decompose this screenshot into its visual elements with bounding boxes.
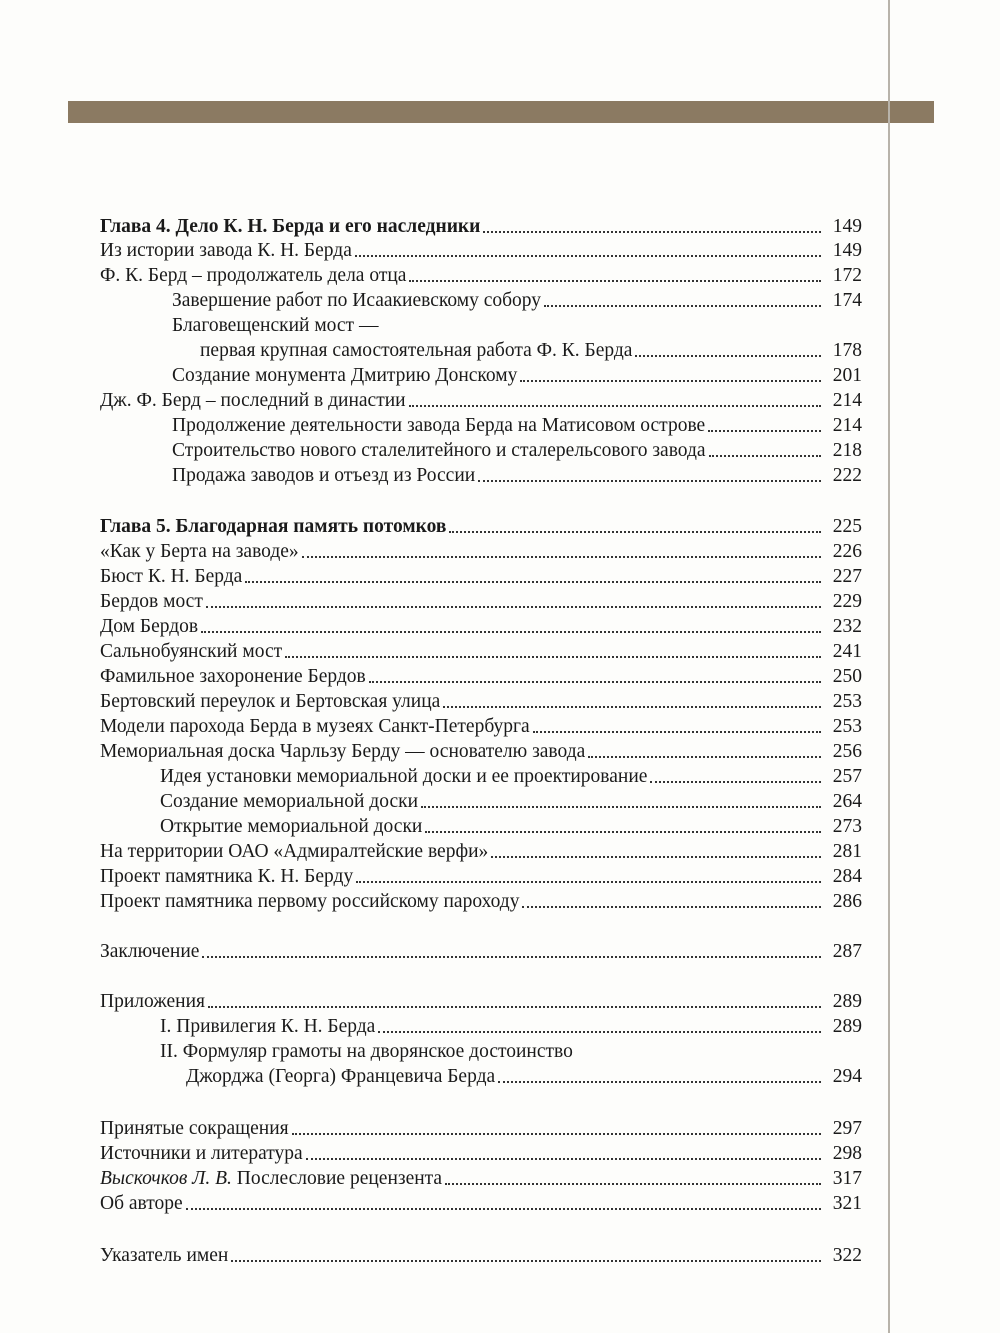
toc-title: Глава 5. Благодарная память потомков — [100, 516, 447, 537]
toc-page: 225 — [832, 516, 862, 537]
toc-page: 201 — [832, 365, 862, 386]
toc-page: 226 — [832, 541, 862, 562]
toc-page: 218 — [832, 440, 862, 461]
toc-title: Указатель имен — [100, 1245, 229, 1266]
toc-leader — [245, 581, 821, 583]
toc-page: 174 — [832, 290, 862, 311]
toc-leader — [356, 881, 821, 883]
toc-title: Ф. К. Берд – продолжатель дела отца — [100, 265, 407, 286]
toc-page: 286 — [832, 891, 862, 912]
toc-page: 253 — [832, 716, 862, 737]
toc-title: первая крупная самостоятельная работа Ф. К. Берда — [200, 340, 633, 361]
toc-entry[interactable] — [100, 1189, 862, 1215]
toc-leader — [302, 556, 821, 558]
toc-page: 178 — [832, 340, 862, 361]
toc-leader — [588, 756, 821, 758]
toc-title: Приложения — [100, 991, 205, 1012]
toc-page: 287 — [832, 941, 862, 962]
toc-page: 264 — [832, 791, 862, 812]
toc-title: Благовещенский мост — — [172, 315, 379, 336]
toc-leader — [306, 1158, 821, 1160]
toc-title: Бертовский переулок и Бертовская улица — [100, 691, 441, 712]
toc-title: Открытие мемориальной доски — [160, 816, 423, 837]
toc-entry[interactable] — [100, 236, 862, 262]
toc-page: 227 — [832, 566, 862, 587]
toc-entry[interactable] — [100, 712, 862, 738]
toc-entry[interactable] — [160, 1012, 862, 1038]
toc-page: 214 — [832, 390, 862, 411]
toc-leader — [409, 280, 821, 282]
toc-title: На территории ОАО «Адмиралтейские верфи» — [100, 841, 489, 862]
toc-entry[interactable] — [100, 637, 862, 663]
toc-page: 273 — [832, 816, 862, 837]
toc-entry[interactable] — [100, 837, 862, 863]
toc-page: 284 — [832, 866, 862, 887]
toc-leader — [231, 1260, 821, 1262]
toc-page: 214 — [832, 415, 862, 436]
toc-page: 317 — [832, 1168, 862, 1189]
toc-entry[interactable] — [160, 787, 862, 813]
toc-page: 289 — [832, 1016, 862, 1037]
toc-title: Создание монумента Дмитрию Донскому — [172, 365, 518, 386]
toc-title: Фамильное захоронение Бердов — [100, 666, 366, 687]
toc-title: Источники и литература — [100, 1143, 303, 1164]
toc-leader — [285, 656, 821, 658]
toc-page: 322 — [832, 1245, 862, 1266]
toc-leader — [708, 430, 821, 432]
toc-page: 297 — [832, 1118, 862, 1139]
toc-entry[interactable] — [172, 311, 862, 337]
toc-entry[interactable] — [186, 1062, 862, 1088]
toc-title: Джорджа (Георга) Францевича Берда — [186, 1066, 496, 1087]
toc-entry[interactable] — [172, 411, 862, 437]
toc-leader — [369, 681, 821, 683]
toc-entry[interactable] — [200, 336, 862, 362]
toc-entry[interactable] — [100, 562, 862, 588]
toc-title — [100, 1168, 442, 1190]
toc-entry[interactable] — [160, 762, 862, 788]
toc-entry[interactable] — [100, 987, 862, 1013]
toc-leader — [409, 405, 821, 407]
toc-page: 149 — [832, 216, 862, 237]
header-rule-bar — [68, 101, 934, 123]
toc-page: 298 — [832, 1143, 862, 1164]
toc-title: Проект памятника первому российскому пароходу — [100, 891, 520, 912]
toc-entry[interactable] — [100, 1164, 862, 1190]
toc-title: «Как у Берта на заводе» — [100, 541, 299, 562]
toc-page: 253 — [832, 691, 862, 712]
toc-entry[interactable] — [100, 587, 862, 613]
toc-leader — [202, 956, 821, 958]
toc-leader — [522, 906, 821, 908]
toc-leader — [421, 806, 821, 808]
toc-entry[interactable] — [100, 512, 862, 538]
toc-page: 250 — [832, 666, 862, 687]
toc-title: Бюст К. Н. Берда — [100, 566, 243, 587]
toc-leader — [483, 231, 821, 233]
toc-leader — [186, 1208, 821, 1210]
toc-leader — [635, 355, 821, 357]
toc-leader — [533, 731, 821, 733]
toc-leader — [544, 305, 821, 307]
toc-title: Дом Бердов — [100, 616, 199, 637]
toc-entry[interactable] — [172, 436, 862, 462]
toc-title: Продолжение деятельности завода Берда на Матисовом острове — [172, 415, 706, 436]
toc-entry[interactable] — [100, 662, 862, 688]
toc-leader — [478, 480, 821, 482]
toc-title: Об авторе — [100, 1193, 183, 1214]
toc-entry[interactable] — [100, 1139, 862, 1165]
toc-title: II. Формуляр грамоты на дворянское достоинство — [160, 1041, 573, 1062]
toc-page: 294 — [832, 1066, 862, 1087]
toc-page: 222 — [832, 465, 862, 486]
toc-page: 257 — [832, 766, 862, 787]
toc-page: 232 — [832, 616, 862, 637]
toc-page: 149 — [832, 240, 862, 261]
toc-leader — [650, 781, 821, 783]
toc-title: Продажа заводов и отъезд из России — [172, 465, 476, 486]
toc-leader — [443, 706, 821, 708]
toc-entry[interactable] — [100, 261, 862, 287]
toc-leader — [449, 531, 821, 533]
toc-title: Мемориальная доска Чарльзу Берду — основателю завода — [100, 741, 586, 762]
toc-leader — [709, 455, 821, 457]
toc-page: 289 — [832, 991, 862, 1012]
toc-title: Бердов мост — [100, 591, 203, 612]
toc-title: Модели парохода Берда в музеях Санкт-Петербурга — [100, 716, 530, 737]
toc-entry[interactable] — [100, 537, 862, 563]
toc-title: Строительство нового сталелитейного и сталерельсового завода — [172, 440, 706, 461]
toc-entry[interactable] — [100, 937, 862, 963]
toc-entry[interactable] — [172, 361, 862, 387]
toc-leader — [378, 1031, 821, 1033]
toc-entry[interactable] — [100, 862, 862, 888]
toc-entry[interactable] — [100, 687, 862, 713]
toc-title: Идея установки мемориальной доски и ее проектирование — [160, 766, 648, 787]
toc-page: 172 — [832, 265, 862, 286]
toc-page: 229 — [832, 591, 862, 612]
toc-title: Принятые сокращения — [100, 1118, 289, 1139]
toc-entry[interactable] — [100, 1114, 862, 1140]
toc-leader — [498, 1081, 821, 1083]
toc-entry[interactable] — [100, 887, 862, 913]
toc-page: 256 — [832, 741, 862, 762]
toc-page: 281 — [832, 841, 862, 862]
toc-leader — [208, 1006, 821, 1008]
toc-entry[interactable] — [100, 1241, 862, 1267]
toc-entry[interactable] — [100, 212, 862, 238]
toc-leader — [491, 856, 821, 858]
toc-title: Глава 4. Дело К. Н. Берда и его наследники — [100, 216, 481, 237]
toc-leader — [355, 255, 821, 257]
toc-leader — [445, 1183, 821, 1185]
toc-entry[interactable] — [100, 386, 862, 412]
toc-leader — [201, 631, 821, 633]
toc-title: I. Привилегия К. Н. Берда — [160, 1016, 376, 1037]
toc-title: Завершение работ по Исаакиевскому собору — [172, 290, 542, 311]
toc-entry[interactable] — [160, 1037, 862, 1063]
toc-title: Из истории завода К. Н. Берда — [100, 240, 352, 261]
toc-title: Дж. Ф. Берд – последний в династии — [100, 390, 406, 411]
toc-leader — [425, 831, 821, 833]
toc-title: Сальнобуянский мост — [100, 641, 283, 662]
toc-entry[interactable] — [100, 612, 862, 638]
toc-leader — [292, 1133, 821, 1135]
toc-page: 241 — [832, 641, 862, 662]
page-edge-rule — [888, 0, 890, 1333]
toc-leader — [520, 380, 821, 382]
toc-entry[interactable] — [160, 812, 862, 838]
toc-entry[interactable] — [172, 461, 862, 487]
toc-author: Выскочков Л. В. — [100, 1168, 232, 1189]
toc-entry[interactable] — [100, 737, 862, 763]
toc-entry[interactable] — [172, 286, 862, 312]
toc-leader — [206, 606, 821, 608]
toc-title: Проект памятника К. Н. Берду — [100, 866, 354, 887]
toc-title-text: Послесловие рецензента — [231, 1168, 443, 1189]
toc-title: Создание мемориальной доски — [160, 791, 419, 812]
toc-title: Заключение — [100, 941, 200, 962]
toc-page: 321 — [832, 1193, 862, 1214]
